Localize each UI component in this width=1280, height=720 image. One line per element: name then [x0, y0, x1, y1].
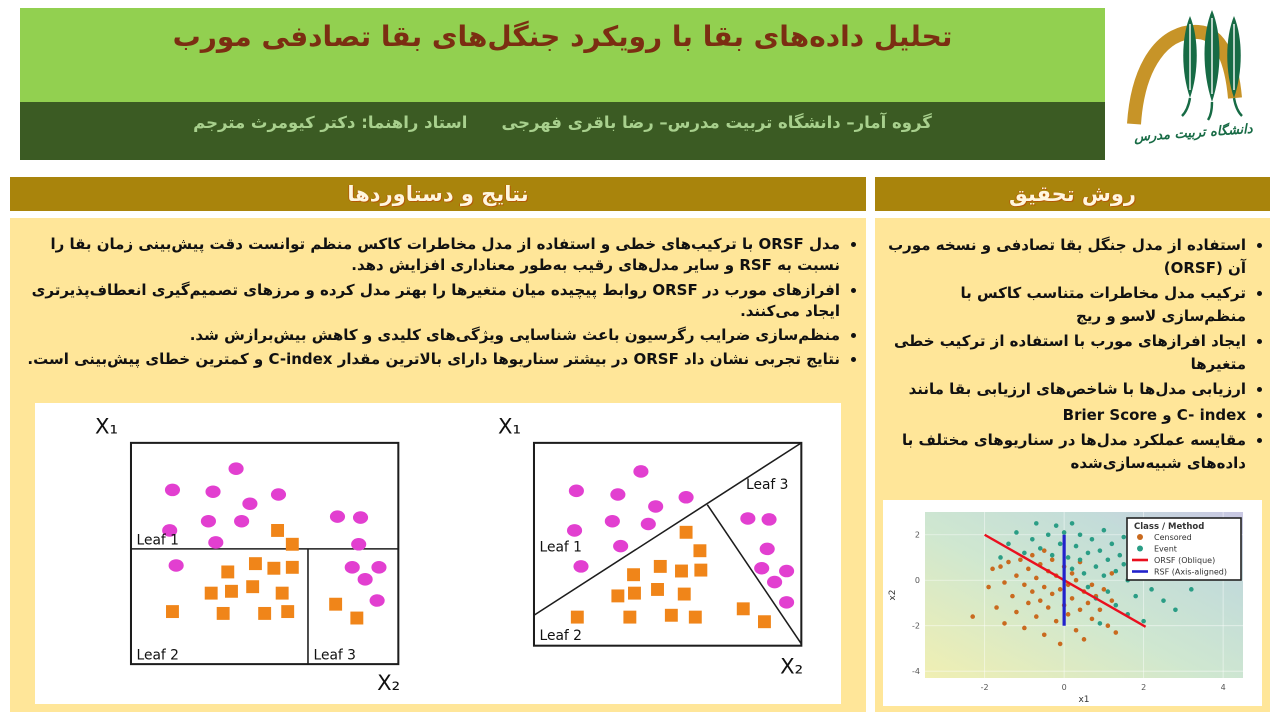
- bullet-item: • ایجاد افرازهای مورب با استفاده از ترکیب خطی متغیرها: [885, 330, 1246, 375]
- tarbiat-modares-logo-icon: [1118, 6, 1268, 132]
- title-bar: [20, 8, 1105, 102]
- bullet-item: • نتایج تجربی نشان داد ORSF در بیشتر سناریوها دارای بالاترین مقدار C-index و کمترین خطای پیش‌بینی است.: [24, 349, 840, 370]
- results-bullet-list: [10, 218, 866, 371]
- svg-text:-2: -2: [912, 621, 920, 631]
- svg-text:4: 4: [1220, 683, 1226, 692]
- method-bullet-list: [875, 218, 1270, 474]
- svg-text:Leaf 3: Leaf 3: [313, 647, 356, 664]
- method-panel: [875, 218, 1270, 712]
- tree-split-figure: [35, 403, 841, 704]
- bullet-item: • منظم‌سازی ضرایب رگرسیون باعث شناسایی ویژگی‌های کلیدی و کاهش بیش‌برازش شد.: [24, 325, 840, 346]
- results-section-header: نتایج و دستاوردها: [10, 177, 866, 211]
- logo-caption: دانشگاه تربیت مدرس: [1133, 121, 1253, 146]
- svg-text:Class / Method: Class / Method: [1134, 522, 1205, 532]
- svg-text:Leaf 3: Leaf 3: [745, 476, 788, 493]
- bullet-item: • مدل ORSF با ترکیب‌های خطی و استفاده از مدل مخاطرات کاکس منظم توانست دقت پیش‌بینی زمان بقا را نسبت به RSF و سایر مدل‌های رقیب به‌طور معناداری افزایش دهد.: [24, 234, 840, 277]
- bullet-item: • استفاده از مدل جنگل بقا تصادفی و نسخه مورب آن (ORSF): [885, 234, 1246, 279]
- svg-text:x1: x1: [1078, 695, 1090, 705]
- method-section-header: روش تحقیق: [875, 177, 1270, 211]
- svg-text:Leaf 2: Leaf 2: [539, 628, 582, 645]
- oblique-split-diagram: [445, 406, 835, 701]
- svg-text:Leaf 1: Leaf 1: [539, 539, 582, 556]
- axis-aligned-split-diagram: [42, 406, 432, 701]
- bullet-item: • ارزیابی مدل‌ها با شاخص‌های ارزیابی بقا مانند: [885, 378, 1246, 401]
- bullet-item: • مقایسه عملکرد مدل‌ها در سناریوهای مختلف با داده‌های شبیه‌سازی‌شده: [885, 429, 1246, 474]
- svg-text:X₁: X₁: [94, 413, 118, 439]
- bullet-item: • C- index و Brier Score: [885, 404, 1246, 427]
- svg-text:2: 2: [1141, 683, 1147, 692]
- svg-text:Leaf 2: Leaf 2: [136, 647, 179, 664]
- svg-text:0: 0: [914, 576, 920, 586]
- affiliation-bar: [20, 102, 1105, 160]
- bullet-item: • ترکیب مدل مخاطرات متناسب کاکس با منظم‌سازی لاسو و ریج: [885, 282, 1246, 327]
- university-logo: [1112, 6, 1274, 168]
- bullet-item: • افرازهای مورب در ORSF روابط پیچیده میان متغیرها را بهتر مدل کرده و مرزهای تصمیم‌گیری انعطاف‌پذیرتری ایجاد می‌کنند.: [24, 280, 840, 323]
- svg-text:RSF (Axis-aligned): RSF (Axis-aligned): [1154, 567, 1228, 577]
- scatter-plot: [883, 500, 1262, 706]
- svg-text:X₁: X₁: [497, 413, 521, 439]
- results-panel: [10, 218, 866, 712]
- svg-text:-2: -2: [980, 683, 989, 692]
- svg-text:2: 2: [914, 530, 920, 540]
- svg-text:X₂: X₂: [779, 653, 803, 679]
- svg-text:x2: x2: [888, 589, 898, 601]
- svg-text:Event: Event: [1154, 544, 1177, 554]
- advisor-text: استاد راهنما: دکتر کیومرث مترجم: [193, 113, 468, 132]
- poster-title: تحلیل داده‌های بقا با رویکرد جنگل‌های بقا تصادفی مورب: [172, 20, 953, 53]
- svg-text:-4: -4: [912, 667, 920, 677]
- affiliation-text: گروه آمار– دانشگاه تربیت مدرس– رضا باقری فهرجی: [501, 113, 932, 132]
- svg-text:Censored: Censored: [1154, 533, 1192, 542]
- svg-text:X₂: X₂: [376, 669, 400, 695]
- svg-text:Leaf 1: Leaf 1: [136, 532, 179, 549]
- svg-text:0: 0: [1061, 683, 1067, 692]
- scatter-plot-figure: [883, 500, 1262, 706]
- svg-text:ORSF (Oblique): ORSF (Oblique): [1154, 556, 1216, 565]
